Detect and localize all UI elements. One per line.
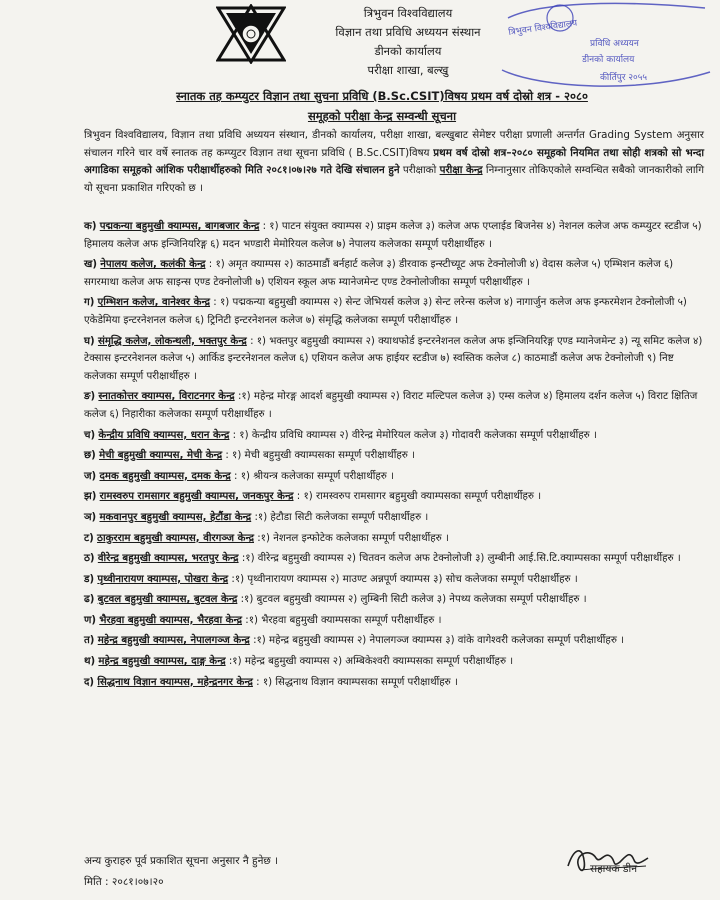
exam-center-item [84, 653, 704, 671]
item-marker: ख) [84, 259, 97, 271]
exam-center-name: महेन्द्र बहुमुखी क्याम्पस, नेपालगञ्ज केन्द्र [97, 635, 250, 647]
notice-title [72, 86, 692, 126]
signature-title: सहायक डीन [590, 863, 638, 875]
assigned-colleges: : १) भक्तपुर बहुमुखी क्याम्पस २) क्याथफोर्ड इन्टरनेशनल कलेज अफ इन्जिनियरिङ्ग एण्ड म्यानेजमेन्ट ३) न्यू समिट कलेज ४) टेक्सास इन्टरनेशनल कलेज ५) आर्किड इन्टरनेशनल कलेज ६) एशियन कलेज अफ हाईयर स्टडीज ७) स्वस्तिक कलेज ८) काठमाडौं कलेज अफ टेक्नोलोजी ९) निष्ट कलेजका सम्पूर्ण परीक्षार्थीहरु । [84, 335, 703, 382]
header-office: डीनको कार्यालय [374, 44, 442, 58]
intro-text-5: निम्नानुसार तोकिएकोले सम्वन्धित सबैको जानकारीको लागि यो सूचना प्रकाशित गरिएको छ । [84, 164, 705, 194]
intro-text-3: परीक्षाको [399, 164, 440, 176]
item-marker: ज) [84, 470, 97, 482]
assigned-colleges: :१) हेटौडा सिटी कलेजका सम्पूर्ण परीक्षार्थीहरु । [254, 511, 429, 523]
assigned-colleges: : १) रामस्वरुप रामसागर बहुमुखी क्याम्पसका सम्पूर्ण परीक्षार्थीहरु । [296, 491, 542, 503]
title-line-2: समूहको परीक्षा केन्द्र सम्वन्धी सूचना [307, 109, 457, 123]
item-marker: क) [84, 221, 97, 232]
exam-center-list [84, 218, 704, 691]
stamp-line-3: डीनको कार्यालय [582, 55, 635, 65]
item-marker: घ) [84, 335, 95, 347]
assigned-colleges: : १) पद्मकन्या बहुमुखी क्याम्पस २) सेन्ट जेभियर्स कलेज ३) सेन्ट लरेन्स कलेज ४) नागार्जुन कलेज अफ इन्फरमेशन टेक्नोलोजी ५) एकेडेमिया इन्टरनेशनल कलेज ६) ट्रिनिटी इन्टरनेशनल कलेज ७) संमृद्धि कलेजका सम्पूर्ण परीक्षार्थीहरु । [84, 297, 687, 326]
intro-text-2: प्रथम वर्ष दोस्रो शत्र–२०८० समूहको नियमित तथा सोही शत्रको सो भन्दा अगाडिका समूहको आंशिक परीक्षार्थीहरुको मिति २०८१।०७।२७ गते देखि संचालन हुने [84, 146, 705, 176]
assigned-colleges: :१) महेन्द्र बहुमुखी क्याम्पस २) अम्बिकेश्वरी क्याम्पसका सम्पूर्ण परीक्षार्थीहरु । [228, 656, 514, 668]
exam-center-item [84, 447, 704, 465]
item-marker: झ) [84, 491, 97, 503]
exam-center-item [84, 294, 704, 329]
item-marker: च) [84, 429, 96, 441]
item-marker: ड) [84, 573, 95, 585]
assigned-colleges: : १) अमृत क्याम्पस २) काठमाडौं बर्नहार्ट कलेज ३) डीरवाक इन्स्टीच्यूट अफ टेक्नोलोजी ४) वेदास कलेज ५) एम्भिशन कलेज ६) सगरमाथा कलेज अफ साइन्स एण्ड टेक्नोलोजी ७) एशियन स्कूल अफ म्यानेजमेन्ट एण्ड टेक्नोलोजीका सम्पूर्ण परीक्षार्थीहरु । [84, 259, 674, 288]
stamp-line-4: कीर्तिपुर २०५५ [600, 73, 648, 83]
header-branch: परीक्षा शाखा, बल्खु [367, 63, 449, 77]
item-marker: ण) [84, 614, 97, 626]
item-marker: छ) [84, 450, 96, 462]
header-university: त्रिभुवन विश्वविद्यालय [363, 6, 453, 20]
exam-center-item [84, 488, 704, 506]
exam-center-item [84, 674, 704, 692]
assigned-colleges: : १) केन्द्रीय प्रविधि क्याम्पस २) वीरेन्द्र मेमोरियल कलेज ३) गोदावरी कलेजका सम्पूर्ण परीक्षार्थीहरु । [232, 429, 597, 441]
assigned-colleges: : १) मेची बहुमुखी क्याम्पसका सम्पूर्ण परीक्षार्थीहरु । [225, 450, 415, 462]
exam-center-name: संमृद्धि कलेज, लोकन्थली, भक्तपुर केन्द्र [97, 335, 247, 347]
exam-center-name: स्नातकोत्तर क्याम्पस, विराटनगर केन्द्र [98, 391, 235, 403]
assigned-colleges: : १) श्रीयन्त्र कलेजका सम्पूर्ण परीक्षार्थीहरु । [234, 470, 394, 482]
assigned-colleges: :१) वीरेन्द्र बहुमुखी क्याम्पस २) चितवन कलेज अफ टेक्नोलोजी ३) लुम्बीनी आई.सि.टि.क्याम्पसका सम्पूर्ण परीक्षार्थीहरु । [241, 553, 681, 565]
header-institute: विज्ञान तथा प्रविधि अध्ययन संस्थान [335, 25, 481, 39]
exam-center-item [84, 591, 704, 609]
exam-center-item [84, 427, 704, 445]
exam-center-item [84, 468, 704, 486]
item-marker: त) [84, 635, 95, 647]
exam-center-name: नेपालय कलेज, कलंकी केन्द्र [100, 259, 206, 271]
intro-text-1: त्रिभुवन विश्वविद्यालय, विज्ञान तथा प्रविधि अध्ययन संस्थान, डीनको कार्यालय, परीक्षा शाखा, बल्खुबाट सेमेष्टर परीक्षा प्रणाली अन्तर्गत Grading System अनुसार संचालन गरिने चार वर्षे स्नातक तह कम्प्युटर विज्ञान तथा सूचना प्रविधि ( B.Sc.CSIT)विषय [84, 129, 704, 159]
exam-center-name: पृथ्वीनारायण क्याम्पस, पोखरा केन्द्र [97, 573, 229, 585]
exam-center-name: केन्द्रीय प्रविधि क्याम्पस, धरान केन्द्र [98, 429, 230, 441]
stamp-line-1: त्रिभुवन विश्वविद्यालय [507, 18, 578, 39]
exam-center-name: ठाकुरराम बहुमुखी क्याम्पस, वीरगञ्ज केन्द्र [97, 532, 254, 544]
exam-center-name: वीरेन्द्र बहुमुखी क्याम्पस, भरतपुर केन्द्र [97, 553, 239, 565]
assigned-colleges: :१) महेन्द्र बहुमुखी क्याम्पस २) नेपालगञ्ज क्याम्पस ३) वांके वागेश्वरी कलेजका सम्पूर्ण परीक्षार्थीहरु । [253, 635, 625, 647]
item-marker: ञ) [84, 511, 97, 523]
exam-center-name: पद्मकन्या बहुमुखी क्याम्पस, बागबजार केन्द्र [99, 221, 260, 232]
exam-center-item [84, 333, 704, 386]
item-marker: ग) [84, 297, 95, 309]
exam-center-name: बुटवल बहुमुखी क्याम्पस, बुटवल केन्द्र [97, 594, 238, 606]
item-marker: ट) [84, 532, 94, 544]
item-marker: द) [84, 676, 95, 688]
exam-center-item [84, 612, 704, 630]
exam-center-item [84, 632, 704, 650]
exam-center-item [84, 530, 704, 548]
assigned-colleges: :१) पृथ्वीनारायण क्याम्पस २) माउण्ट अन्नपूर्ण क्याम्पस ३) सोच कलेजका सम्पूर्ण परीक्षार्थीहरु । [231, 573, 578, 585]
exam-center-item [84, 509, 704, 527]
item-marker: थ) [84, 656, 96, 668]
university-logo-icon [216, 4, 286, 64]
assigned-colleges: : १) पाटन संयुक्त क्याम्पस २) प्राइम कलेज ३) कलेज अफ एप्लाईड बिजनेस ४) नेशनल कलेज अफ कम्प्युटर स्टडीज ५) हिमालय कलेज अफ इन्जिनियरिङ्ग ६) मदन भण्डारी मेमोरियल कलेज ७) नेपालय कलेजका सम्पूर्ण परीक्षार्थीहरु । [84, 221, 702, 250]
exam-center-item [84, 550, 704, 568]
assigned-colleges: :१) महेन्द्र मोरङ्ग आदर्श बहुमुखी क्याम्पस २) विराट मल्टिपल कलेज ३) एम्स कलेज ४) हिमालय दर्शन कलेज ५) विराट क्षितिज कलेज ६) निहारीका कलेजका सम्पूर्ण परीक्षार्थीहरु । [84, 391, 698, 420]
assigned-colleges: :१) भैरहवा बहुमुखी क्याम्पसका सम्पूर्ण परीक्षार्थीहरु । [245, 614, 442, 626]
item-marker: ढ) [84, 594, 95, 606]
stamp-line-2: प्रविधि अध्ययन [590, 39, 639, 49]
intro-text-4: परीक्षा केन्द्र [439, 164, 483, 176]
office-header [318, 4, 498, 80]
exam-center-item [84, 571, 704, 589]
exam-center-name: दमक बहुमुखी क्याम्पस, दमक केन्द्र [99, 470, 231, 482]
exam-center-name: मकवानपुर बहुमुखी क्याम्पस, हेटौंडा केन्द्र [99, 511, 252, 523]
exam-center-item [84, 388, 704, 423]
item-marker: ङ) [84, 391, 96, 403]
assigned-colleges: : १) सिद्धनाथ विज्ञान क्याम्पसका सम्पूर्ण परीक्षार्थीहरु । [256, 676, 458, 688]
exam-center-name: भैरहवा बहुमुखी क्याम्पस, भैरहवा केन्द्र [99, 614, 243, 626]
assigned-colleges: :१) नेशनल इन्फोटेक कलेजका सम्पूर्ण परीक्षार्थीहरु । [257, 532, 449, 544]
title-line-1: स्नातक तह कम्प्युटर विज्ञान तथा सुचना प्रविधि (B.Sc.CSIT)विषय प्रथम वर्ष दोस्रो शत्र - २०८० [176, 89, 588, 103]
exam-center-name: रामस्वरुप रामसागर बहुमुखी क्याम्पस, जनकपुर केन्द्र [99, 491, 294, 503]
footer-note: अन्य कुराहरु पूर्व प्रकाशित सूचना अनुसार नै हुनेछ । [84, 855, 279, 867]
exam-center-name: एम्भिशन कलेज, वानेश्वर केन्द्र [97, 297, 211, 309]
office-stamp [500, 0, 715, 92]
exam-center-item [84, 218, 704, 253]
exam-center-name: सिद्धनाथ विज्ञान क्याम्पस, महेन्द्रनगर केन्द्र [97, 676, 253, 688]
assigned-colleges: :१) बुटवल बहुमुखी क्याम्पस २) लुम्बिनी सिटी कलेज ३) नेपथ्य कलेजका सम्पूर्ण परीक्षार्थीहरु । [240, 594, 587, 606]
exam-center-item [84, 256, 704, 291]
exam-center-name: मेची बहुमुखी क्याम्पस, मेची केन्द्र [99, 450, 223, 462]
item-marker: ठ) [84, 553, 95, 565]
notice-date: मिति : २०८१।०७।२० [84, 876, 164, 888]
exam-center-name: महेन्द्र बहुमुखी क्याम्पस, दाङ्ग केन्द्र [98, 656, 226, 668]
intro-paragraph [84, 127, 704, 197]
